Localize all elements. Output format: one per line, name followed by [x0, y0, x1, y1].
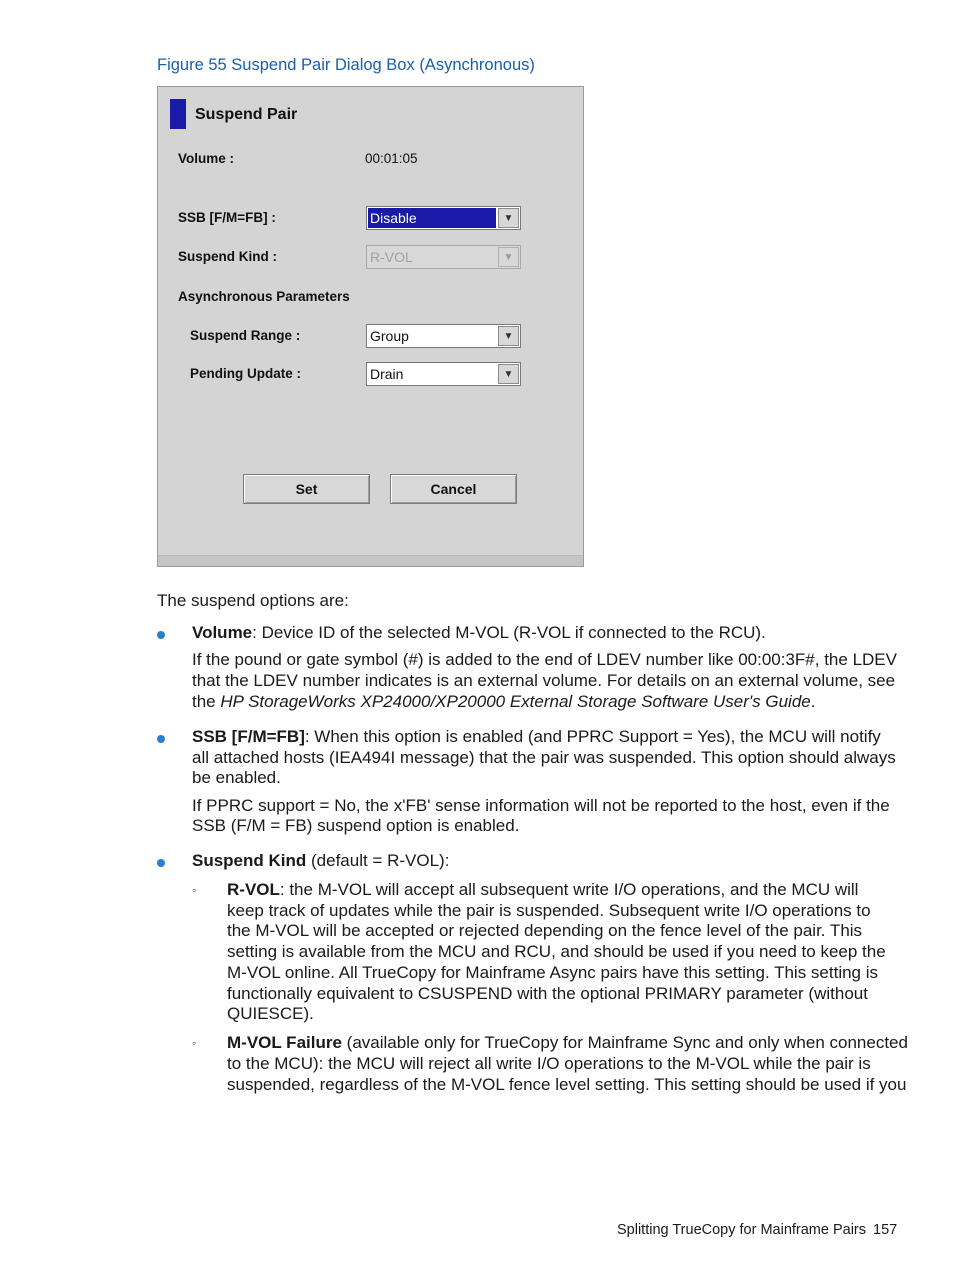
ssb-line: all attached hosts (IEA494I message) that the pair was suspended. This option should always — [192, 748, 896, 767]
volume-para-line — [192, 692, 815, 713]
volume-term: Volume — [192, 623, 253, 642]
volume-para-line: If the pound or gate symbol (#) is added to the end of LDEV number like 00:00:3F#, the LDEV — [192, 650, 897, 669]
volume-value: 00:01:05 — [365, 151, 418, 166]
rvol-line: functionally equivalent to CSUSPEND with the optional PRIMARY parameter (without — [227, 984, 868, 1003]
mvol-failure-line: suspended, regardless of the M-VOL fence level setting. This setting should be used if you — [227, 1075, 907, 1094]
rvol-line: QUIESCE). — [227, 1004, 314, 1023]
volume-para-line: that the LDEV number indicates is an external volume. For details on an external volume, see — [192, 671, 896, 690]
footer-section: Splitting TrueCopy for Mainframe Pairs — [617, 1222, 867, 1238]
pending-update-select-value: Drain — [370, 366, 404, 382]
chevron-down-icon[interactable]: ▼ — [498, 326, 519, 346]
mvol-failure-text: (available only for TrueCopy for Mainframe Sync and only when connected — [341, 1033, 908, 1052]
ssb-para-line: If PPRC support = No, the x'FB' sense information will not be reported to the host, even if the — [192, 796, 890, 815]
ssb-select-value: Disable — [368, 208, 496, 228]
suspend-kind-select-value: R-VOL — [370, 249, 413, 265]
dialog-bottom-strip — [158, 555, 583, 566]
volume-item — [192, 623, 766, 644]
circle-bullet-icon: ◦ — [192, 883, 197, 897]
mvol-failure-item — [227, 1033, 908, 1054]
mvol-failure-line: to the MCU): the MCU will reject all write I/O operations to the M-VOL while the pair is — [227, 1054, 871, 1073]
volume-para-suffix: . — [810, 692, 816, 711]
ssb-text: : When this option is enabled (and PPRC Support = Yes), the MCU will notify — [304, 727, 881, 746]
rvol-line: M-VOL online. All TrueCopy for Mainframe Async pairs have this setting. This setting is — [227, 963, 879, 982]
ssb-line: be enabled. — [192, 768, 281, 787]
set-button[interactable]: Set — [243, 474, 370, 504]
suspend-range-label: Suspend Range : — [190, 328, 301, 343]
dialog-title: Suspend Pair — [195, 106, 298, 123]
suspend-range-select-value: Group — [370, 328, 409, 344]
pending-update-select[interactable] — [366, 362, 521, 386]
page-number: 157 — [873, 1222, 898, 1238]
guide-title: HP StorageWorks XP24000/XP20000 External Storage Software User's Guide — [220, 692, 811, 711]
title-marker — [170, 99, 186, 129]
volume-label: Volume : — [178, 151, 235, 166]
rvol-line: the M-VOL will be accepted or rejected depending on the fence level of the pair. This — [227, 921, 863, 940]
suspend-kind-term: Suspend Kind — [192, 851, 307, 870]
bullet-icon — [157, 859, 165, 867]
volume-para-prefix: the — [192, 692, 221, 711]
rvol-line: keep track of updates while the pair is suspended. Subsequent write I/O operations to — [227, 901, 871, 920]
rvol-text: : the M-VOL will accept all subsequent write I/O operations, and the MCU will — [279, 880, 859, 899]
mvol-failure-term: M-VOL Failure — [227, 1033, 342, 1052]
suspend-kind-select — [366, 245, 521, 269]
ssb-item — [192, 727, 881, 748]
chevron-down-icon[interactable]: ▼ — [498, 364, 519, 384]
suspend-kind-text: (default = R-VOL): — [306, 851, 450, 870]
volume-text: : Device ID of the selected M-VOL (R-VOL if connected to the RCU). — [252, 623, 766, 642]
ssb-label: SSB [F/M=FB] : — [178, 210, 276, 225]
suspend-kind-item — [192, 851, 449, 872]
bullet-icon — [157, 631, 165, 639]
async-params-heading: Asynchronous Parameters — [178, 289, 350, 304]
intro-text: The suspend options are: — [157, 591, 349, 610]
rvol-line: setting is available from the MCU and RCU, and should be used if you need to keep the — [227, 942, 886, 961]
suspend-range-select[interactable] — [366, 324, 521, 348]
chevron-down-icon: ▼ — [498, 247, 519, 267]
suspend-kind-label: Suspend Kind : — [178, 249, 277, 264]
rvol-term: R-VOL — [227, 880, 280, 899]
cancel-button[interactable]: Cancel — [390, 474, 517, 504]
ssb-para-line: SSB (F/M = FB) suspend option is enabled. — [192, 816, 520, 835]
bullet-icon — [157, 735, 165, 743]
circle-bullet-icon: ◦ — [192, 1036, 197, 1050]
figure-caption: Figure 55 Suspend Pair Dialog Box (Asynchronous) — [157, 56, 535, 74]
suspend-pair-dialog — [157, 86, 584, 567]
rvol-item — [227, 880, 858, 901]
ssb-term: SSB [F/M=FB] — [192, 727, 305, 746]
chevron-down-icon[interactable]: ▼ — [498, 208, 519, 228]
pending-update-label: Pending Update : — [190, 366, 301, 381]
ssb-select[interactable] — [366, 206, 521, 230]
